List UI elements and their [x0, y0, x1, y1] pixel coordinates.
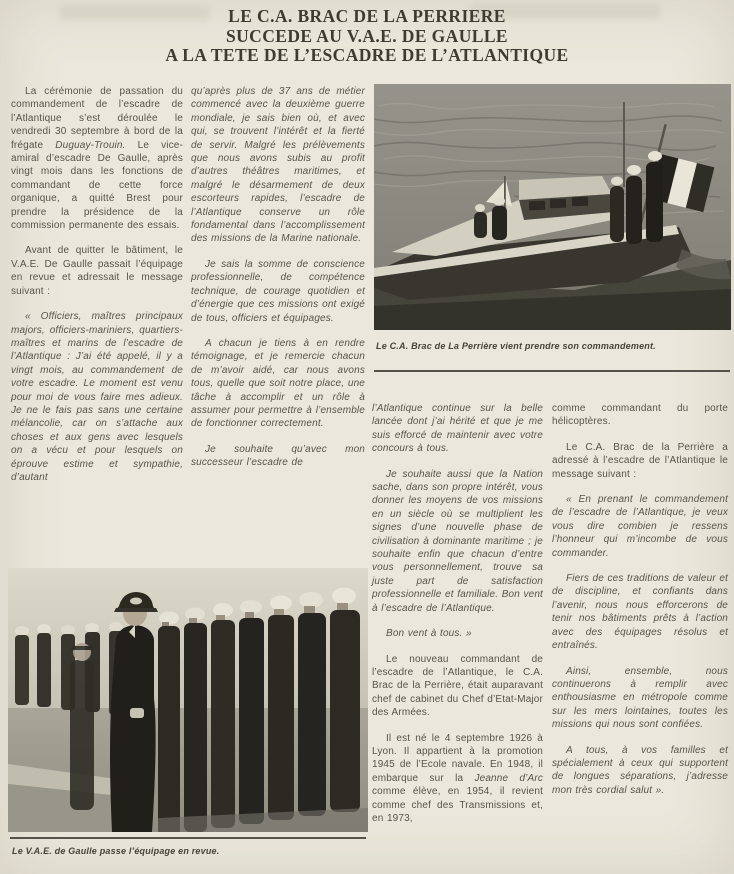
paragraph: Le C.A. Brac de la Perrière a adressé à l’escadre de l’Atlantique le message suivant :	[552, 441, 728, 480]
quote-paragraph: « En prenant le commandement de l’escadre de l’Atlantique, je veux vous dire combien je ressens l’honneur qui m’incombe de vous commander.	[552, 494, 728, 559]
article-title	[0, 7, 734, 66]
ship-name: Duguay-Trouin.	[55, 139, 126, 151]
boat-photo	[374, 84, 731, 330]
quote-paragraph: Bon vent à tous. »	[386, 628, 472, 640]
escort-officer-figure	[70, 643, 94, 810]
mast	[623, 102, 625, 187]
title-line-1: LE C.A. BRAC DE LA PERRIERE	[228, 6, 506, 26]
text-column-1	[11, 85, 183, 496]
paragraph-text: Il est né le 4 septembre 1926 à Lyon. Il appartient à la promotion 1945 de l’Ecole navale. En 1948, il embarque sur la	[372, 732, 543, 784]
quote-paragraph: Je souhaite aussi que la Nation sache, dans son propre intérêt, vous donner les moyens de vos missions en un siècle où se multiplient les signes d’une nouvelle phase de civilisation à dominante maritime ; je souhaite enfin que chacun d’entre vous personnellement, trouve sa juste part de satisfaction professionnelle et familiale. Bon vent à l’escadre de l’Atlantique.	[372, 468, 543, 614]
paragraph: comme commandant du porte hélicoptères.	[552, 403, 728, 428]
quote-paragraph: A tous, à vos familles et spécialement à ceux qui supportent de longues séparations, j’adresse mon très cordial salut ».	[552, 744, 728, 796]
text-column-3	[372, 402, 543, 837]
paragraph	[11, 85, 183, 232]
quote-paragraph: « Officiers, maîtres principaux majors, officiers-mariniers, quartiers-maîtres et marins de l’escadre de l’Atlantique : J’ai été appelé, il y a vingt mois, au commandement de votre escadre. Le moment est venu pour moi de vous faire mes adieux. Je ne le fais pas sans une certaine mélancolie, car on s’attache aux choses et aux gens avec lesquels on a vécu et pour lesquels on éprouve estime et sympathie, d’autant	[11, 311, 183, 483]
divider-rule	[10, 837, 366, 839]
title-line-3: A LA TETE DE L’ESCADRE DE L’ATLANTIQUE	[165, 45, 569, 65]
divider-rule	[374, 370, 730, 372]
text-column-4	[552, 402, 728, 809]
quote-paragraph: A chacun je tiens à en rendre témoignage, et je remercie chacun de m’avoir aidé, car nous avons tous, quelle que soit notre place, une tâche à accomplir et un rôle à assumer pour permettre à l’ensemble de fonctionner correctement.	[191, 337, 365, 430]
paragraph-text: La cérémonie de passation du commandement de l’escadre de l’Atlantique s’est déroulée le vendredi 30 septembre à bord de la frégate	[11, 86, 183, 151]
quote-paragraph: Je sais la somme de conscience professionnelle, de compétence technique, de courage quotidien et d’énergie que ces missions ont exigé de tous, officiers et équipages.	[191, 258, 365, 324]
quote-paragraph: qu’après plus de 37 ans de métier commencé avec la deuxième guerre mondiale, je sais bien où, et avec qui, se trouvent l’intérêt et la fierté de servir. Malgré les prélèvements que nous avons subis au profit d’autres théâtres maritimes, et malgré le désarmement de deux escorteurs rapides, l’escadre de l’Atlantique conserve un rôle fondamental dans l’accomplissement des missions de la Marine nationale.	[191, 86, 365, 245]
quote-paragraph: Ainsi, ensemble, nous continuerons à remplir avec enthousiasme en métropole comme sur les mers lointaines, toutes les missions qui nous sont confiées.	[552, 665, 728, 731]
quote-paragraph: Je souhaite qu’avec mon successeur l’escadre de	[191, 443, 365, 469]
paragraph: Le nouveau commandant de l’escadre de l’Atlantique, le C.A. Brac de la Perrière, était auparavant chef de cabinet du Chef d’Etat-Major des Armées.	[372, 653, 543, 719]
pennant-staff	[504, 176, 506, 210]
paragraph-text: comme élève, en 1954, il revient comme chef des Transmissions et, en 1973,	[372, 786, 543, 824]
boat-photo-caption: Le C.A. Brac de La Perrière vient prendre son commandement.	[376, 341, 656, 351]
title-line-2: SUCCEDE AU V.A.E. DE GAULLE	[226, 25, 508, 46]
ship-name: Jeanne d’Arc	[474, 772, 543, 784]
boat-photo-illustration	[374, 84, 731, 330]
paragraph	[372, 732, 543, 826]
review-photo	[8, 568, 368, 832]
paragraph-text: Le vice-amiral d’escadre De Gaulle, après vingt mois dans les fonctions de commandant de cette force organique, a quitté Brest pour prendre la présidence de la commission permanente des essais.	[11, 139, 183, 232]
quote-paragraph: Fiers de ces traditions de valeur et de discipline, et confiants dans l’avenir, nous nous efforcerons de tenir nos bâtiments prêts à l’action avec des équipages résolus et entraînés.	[552, 573, 728, 652]
review-photo-illustration	[8, 568, 368, 832]
paragraph: Avant de quitter le bâtiment, le V.A.E. De Gaulle passait l’équipage en revue et adressait le message suivant :	[11, 245, 183, 297]
review-photo-caption: Le V.A.E. de Gaulle passe l’équipage en revue.	[12, 846, 220, 856]
quote-paragraph: l’Atlantique continue sur la belle lancée dont j’ai hérité et que je me suis efforcé de maintenir avec votre concours à tous.	[372, 403, 543, 455]
text-column-2	[191, 85, 365, 482]
